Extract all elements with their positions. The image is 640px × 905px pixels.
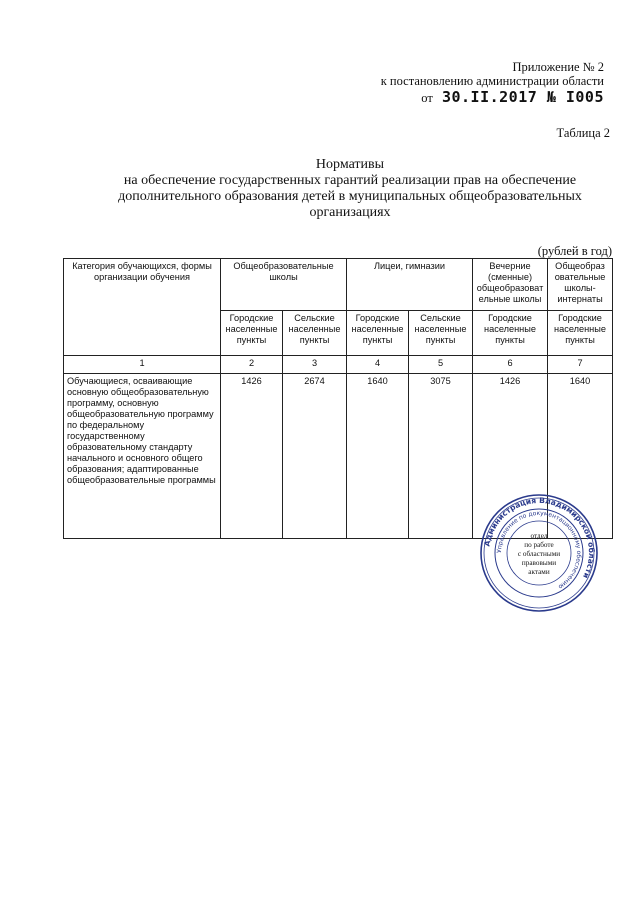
- title-line-2: на обеспечение государственных гарантий реализации прав на обеспечение дополнительного образования детей в муниципальных общеобразовательных организациях: [118, 173, 582, 220]
- subheader-cell: Городские населенные пункты: [548, 311, 613, 356]
- stamp-center-text: [518, 532, 560, 576]
- stamp-center-line: актами: [528, 568, 550, 576]
- subheader-cell: Городские населенные пункты: [347, 311, 409, 356]
- subheader-cell: Городские населенные пункты: [221, 311, 283, 356]
- column-number-row: [64, 356, 613, 374]
- column-number: 2: [221, 356, 283, 374]
- column-number: 4: [347, 356, 409, 374]
- subheader-cell: Сельские населенные пункты: [283, 311, 347, 356]
- header-group-boarding-schools: Общеобраз овательные школы-интернаты: [548, 259, 613, 311]
- resolution-date-line: [381, 90, 604, 105]
- row-value: 1426: [473, 374, 548, 539]
- stamp-center-line: правовыми: [521, 559, 557, 567]
- header-group-lyceums: Лицеи, гимназии: [347, 259, 473, 311]
- header-group-evening-schools: Вечерние (сменные) общеобразоват ельные школы: [473, 259, 548, 311]
- column-number: 3: [283, 356, 347, 374]
- stamp-center-line: по работе: [524, 541, 554, 549]
- row-value: 3075: [409, 374, 473, 539]
- row-value: 1640: [548, 374, 613, 539]
- header-category: [64, 259, 221, 356]
- units-label: (рублей в год): [537, 244, 612, 258]
- row-value: 1426: [221, 374, 283, 539]
- subheader-cell: Городские населенные пункты: [473, 311, 548, 356]
- header-group-general-schools: Общеобразовательные школы: [221, 259, 347, 311]
- appendix-header: [381, 60, 604, 105]
- appendix-title: Приложение № 2: [512, 60, 604, 74]
- stamp-inner-ring-text-path: Управление по документационному обеспечению: [495, 509, 583, 591]
- subheader-cell: Сельские населенные пункты: [409, 311, 473, 356]
- resolution-date-number: 30.II.2017 № I005: [441, 88, 604, 106]
- table-number: Таблица 2: [556, 126, 610, 140]
- title-line-1: Нормативы: [315, 157, 385, 172]
- stamp-ring-text-path: Администрация Владимирской области: [482, 495, 597, 580]
- row-value: 2674: [283, 374, 347, 539]
- stamp-center-line: отдел: [530, 532, 548, 540]
- date-prefix: от: [421, 91, 433, 105]
- column-number: 6: [473, 356, 548, 374]
- stamp-center-line: с областными: [517, 550, 561, 558]
- column-number: 1: [64, 356, 221, 374]
- column-number: 7: [548, 356, 613, 374]
- header-category-text: Категория обучающихся, формы организации обучения: [72, 261, 212, 282]
- table-header-row: [64, 259, 613, 311]
- resolution-reference: к постановлению администрации области: [380, 74, 604, 88]
- row-value: 1640: [347, 374, 409, 539]
- row-category: Обучающиеся, осваивающие основную общеобразовательную программу, основную общеобразовательную программу по федеральному государственному образовательному стандарту начального и основного общего образования; адаптированные общеобразовательные программы: [64, 374, 221, 539]
- document-title: [90, 157, 610, 221]
- official-stamp: [478, 492, 600, 614]
- column-number: 5: [409, 356, 473, 374]
